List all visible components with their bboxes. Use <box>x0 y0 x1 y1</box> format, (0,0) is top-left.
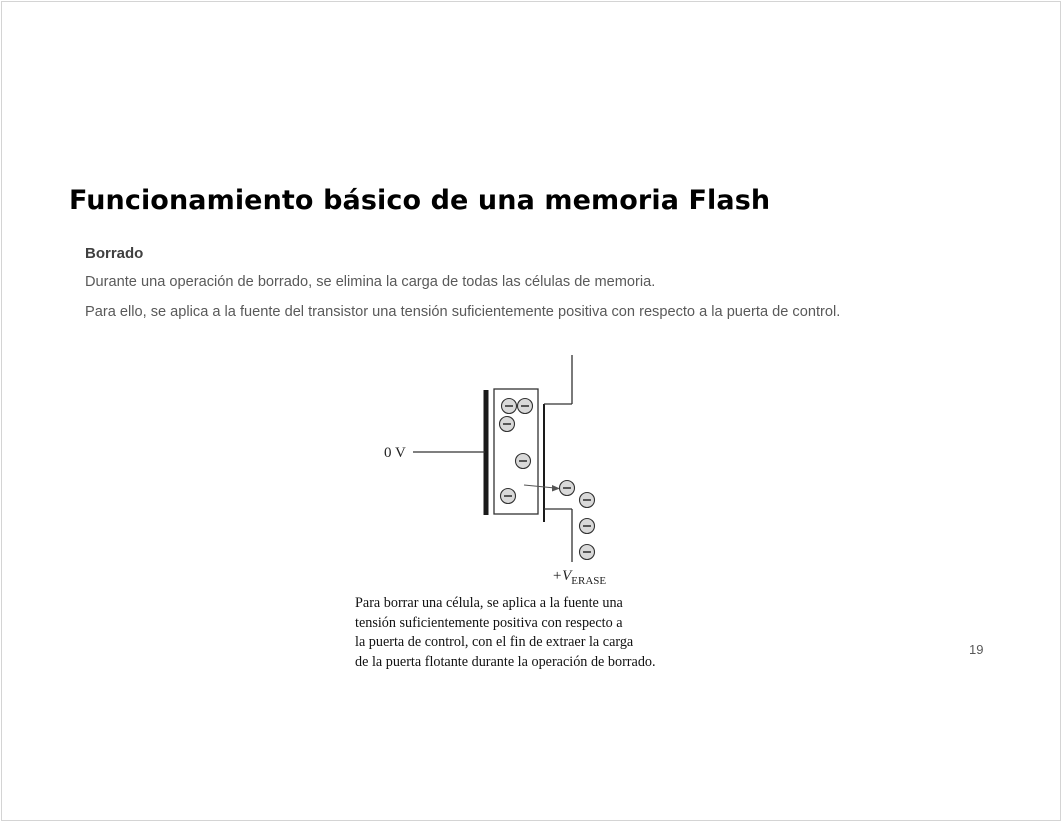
caption-line: Para borrar una célula, se aplica a la fuente una <box>355 595 623 611</box>
electron-icon <box>501 489 516 504</box>
erase-voltage-label: $+V_{ERASE}$ <box>552 568 607 587</box>
slide <box>1 1 1061 821</box>
slide-title: Funcionamiento básico de una memoria Flash <box>69 185 771 216</box>
tunnel-arrowhead-icon <box>552 485 560 492</box>
flash-erase-diagram <box>352 352 712 677</box>
electron-icon <box>580 545 595 560</box>
electron-icon <box>560 481 575 496</box>
transistor-diagram <box>352 352 712 592</box>
body-paragraph-2: Para ello, se aplica a la fuente del transistor una tensión suficientemente positiva con respecto a la puerta de control. <box>85 304 841 320</box>
figure-caption <box>355 594 656 672</box>
electron-icon <box>518 399 533 414</box>
caption-line: tensión suficientemente positiva con respecto a <box>355 614 623 631</box>
electron-icon <box>502 399 517 414</box>
electron-icon <box>580 493 595 508</box>
electron-icon <box>580 519 595 534</box>
caption-line: de la puerta flotante durante la operación de borrado. <box>355 653 656 670</box>
section-heading: Borrado <box>85 245 144 262</box>
body-paragraph-1: Durante una operación de borrado, se elimina la carga de todas las células de memoria. <box>85 274 656 290</box>
electron-icon <box>500 417 515 432</box>
electron-icon <box>516 454 531 469</box>
page-number: 19 <box>969 642 984 657</box>
caption-line: la puerta de control, con el fin de extraer la carga <box>355 634 634 650</box>
gate-voltage-label: 0 V <box>384 445 406 461</box>
